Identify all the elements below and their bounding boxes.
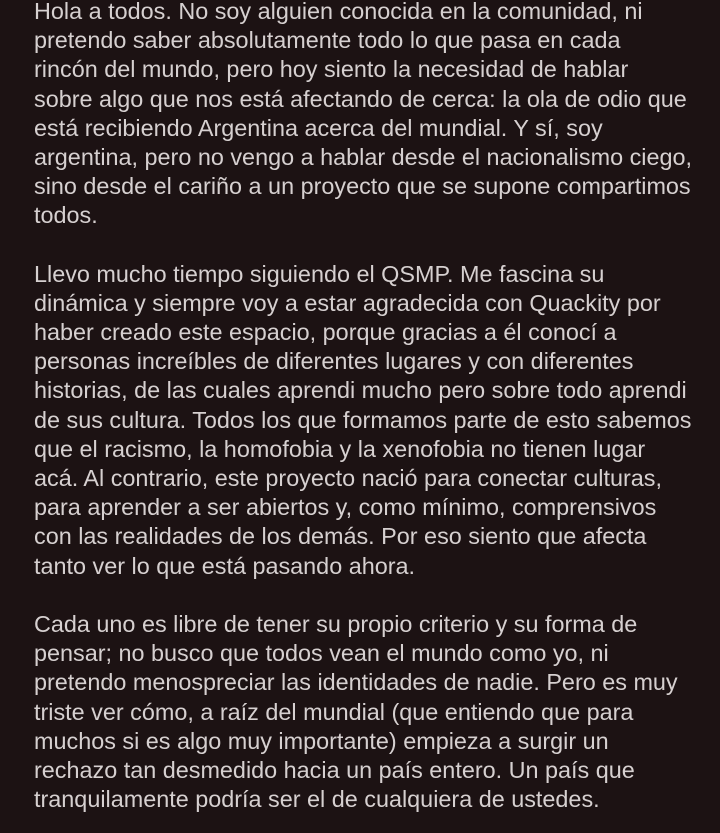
text-line: que el racismo, la homofobia y la xenofobia no tienen lugar	[34, 435, 646, 462]
text-line: sino desde el cariño a un proyecto que se supone compartimos	[34, 173, 691, 200]
text-line: personas increíbles de diferentes lugares y con diferentes	[34, 348, 634, 375]
text-line: haber creado este espacio, porque gracias a él conocí a	[34, 319, 617, 346]
text-line: triste ver cómo, a raíz del mundial (que entiendo que para	[34, 698, 634, 725]
text-line: rechazo tan desmedido hacia un país entero. Un país que	[34, 756, 635, 783]
text-line: rincón del mundo, pero hoy siento la necesidad de hablar	[34, 56, 629, 83]
text-line: tanto ver lo que está pasando ahora.	[34, 552, 416, 579]
text-line: para aprender a ser abiertos y, como mínimo, comprensivos	[34, 494, 657, 521]
text-line: Cada uno es libre de tener su propio criterio y su forma de	[34, 610, 638, 637]
paragraph-3	[34, 610, 720, 814]
paragraph-2	[34, 260, 720, 581]
text-line: pensar; no busco que todos vean el mundo como yo, ni	[34, 640, 609, 667]
text-line: acá. Al contrario, este proyecto nació para conectar culturas,	[34, 465, 662, 491]
text-line: está recibiendo Argentina acerca del mundial. Y sí, soy	[34, 114, 603, 141]
paragraph-spacer	[34, 581, 720, 610]
paragraph-1	[34, 0, 720, 231]
text-line: tranquilamente podría ser el de cualquiera de ustedes.	[34, 786, 600, 813]
text-line: Llevo mucho tiempo siguiendo el QSMP. Me fascina su	[34, 260, 605, 287]
text-line: de sus cultura. Todos los que formamos parte de esto sabemos	[34, 406, 692, 433]
text-line: pretendo menospreciar las identidades de nadie. Pero es muy	[34, 669, 678, 696]
text-line: todos.	[34, 202, 98, 229]
text-line: muchos si es algo muy importante) empieza a surgir un	[34, 727, 609, 754]
text-line: Hola a todos. No soy alguien conocida en la comunidad, ni	[34, 0, 643, 24]
note-body	[34, 0, 720, 814]
text-line: argentina, pero no vengo a hablar desde el nacionalismo ciego,	[34, 143, 692, 170]
text-line: dinámica y siempre voy a estar agradecida con Quackity por	[34, 289, 661, 316]
paragraph-spacer	[34, 231, 720, 260]
text-line: con las realidades de los demás. Por eso siento que afecta	[34, 523, 647, 550]
text-line: historias, de las cuales aprendi mucho pero sobre todo aprendi	[34, 377, 687, 404]
text-line: pretendo saber absolutamente todo lo que pasa en cada	[34, 27, 621, 54]
text-line: sobre algo que nos está afectando de cerca: la ola de odio que	[34, 85, 687, 112]
